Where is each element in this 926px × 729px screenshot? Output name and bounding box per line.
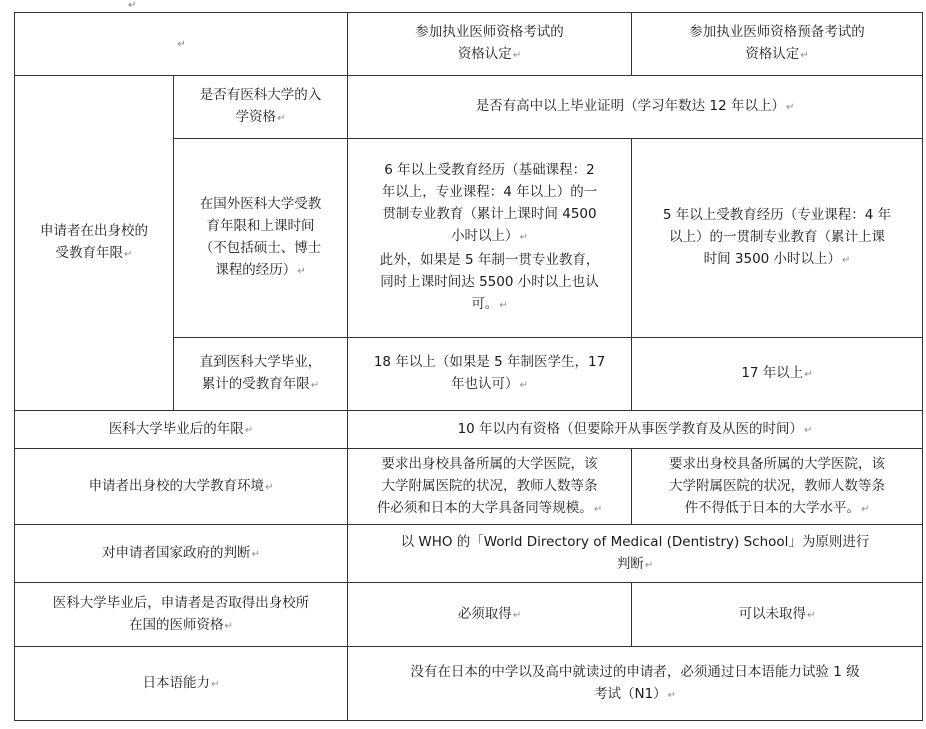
cell-text: 17 年以上 (741, 365, 804, 381)
header-row (15, 13, 923, 76)
sublabel-text: 是否有医科大学的入 学资格 (199, 87, 322, 125)
cell-text: 要求出身校具备所属的大学医院，该 大学附属医院的状况，教师人数等条 件必须和日本的大学具备同等规模。 (376, 455, 598, 516)
paragraph-mark-icon: ↵ (593, 503, 603, 515)
paragraph-mark-icon: ↵ (519, 232, 528, 243)
cell-cumulative-years-exam (348, 338, 632, 411)
paragraph-mark-icon: ↵ (512, 609, 522, 621)
cell-text: 必须取得 (457, 605, 512, 622)
paragraph-mark-icon: ↵ (667, 689, 677, 701)
paragraph-mark-icon: ↵ (310, 380, 320, 391)
sublabel-text: 直到医科大学毕业， 累计的受教育年限 (199, 354, 322, 392)
header-col-b-text: 参加执业医师资格预备考试的 资格认定 (689, 24, 865, 62)
row-label-text: 日本语能力 (142, 674, 211, 691)
row-admission-eligibility (15, 76, 923, 139)
paragraph-mark-icon: ↵ (224, 620, 233, 632)
paragraph-mark-icon: ↵ (842, 255, 851, 266)
merged-text: 没有在日本的中学以及高中就读过的申请者，必须通过日本语能力试验 1 级 考试（N1） (410, 663, 860, 702)
row-label-text: 对申请者国家政府的判断 (102, 544, 251, 561)
label-japanese-ability (15, 647, 348, 721)
cell-text: 此外，如果是 5 年制一贯专业教育， 同时上课时间达 5500 小时以上也认 可。 (379, 252, 600, 312)
paragraph-mark-icon: ↵ (519, 380, 528, 391)
cell-text: 可以未取得 (738, 605, 807, 622)
row-label-text: 医科大学毕业后，申请者是否取得出身校所 在国的医师资格 (52, 594, 310, 633)
paragraph-mark-icon: ↵ (244, 424, 254, 436)
paragraph-mark-icon: ↵ (861, 503, 870, 515)
cell-education-hours-exam (348, 139, 632, 338)
section-label-text: 申请者在出身校的 受教育年限 (40, 223, 148, 261)
header-col-a-text: 参加执业医师资格考试的 资格认定 (415, 24, 564, 62)
paragraph-mark-icon: ↵ (251, 548, 260, 560)
paragraph-mark-icon: ↵ (297, 266, 306, 277)
merged-text: 以 WHO 的「World Directory of Medical (Dentistry) School」为原则进行 判断 (400, 533, 870, 572)
paragraph (354, 159, 625, 249)
header-exam-qualification (348, 13, 632, 76)
row-label-text: 申请者出身校的大学教育环境 (88, 477, 265, 494)
cell-license-preliminary (632, 583, 923, 647)
paragraph-mark-icon: ↵ (177, 39, 186, 50)
label-government-judgement (15, 525, 348, 583)
row-education-environment (15, 449, 923, 525)
merged-government-judgement (348, 525, 923, 583)
paragraph-mark-icon: ↵ (800, 50, 809, 61)
merged-text: 是否有高中以上毕业证明（学习年数达 12 年以上） (475, 98, 785, 114)
header-empty-cell (15, 13, 348, 76)
paragraph-mark-icon: ↵ (785, 102, 795, 113)
cell-text: 要求出身校具备所属的大学医院，该 大学附属医院的状况，教师人数等条 件不得低于日本的大学水平。 (669, 455, 886, 516)
merged-admission-eligibility (348, 76, 923, 139)
cell-license-exam (348, 583, 632, 647)
label-education-environment (15, 449, 348, 525)
qualification-table (14, 12, 923, 721)
sublabel-text: 在国外医科大学受教 育年限和上课时间 （不包括硕士、博士 课程的经历） (199, 196, 322, 278)
cell-text: 5 年以上受教育经历（专业课程：4 年 以上）的一贯制专业教育（累计上课 时间 3500 小时以上） (662, 207, 892, 267)
paragraph-mark-icon: ↵ (265, 481, 274, 493)
section-label-education-years (15, 76, 174, 411)
paragraph-mark-icon: ↵ (277, 113, 286, 124)
merged-text: 10 年以内有资格（但要除开从事医学教育及从医的时间） (457, 420, 804, 437)
cell-text: 18 年以上（如果是 5 年制医学生，17 年也认可） (373, 354, 606, 392)
row-physician-license (15, 583, 923, 647)
label-physician-license (15, 583, 348, 647)
merged-japanese-ability (348, 647, 923, 721)
paragraph (354, 249, 625, 317)
cell-environment-preliminary (632, 449, 923, 525)
paragraph-mark-icon: ↵ (804, 369, 813, 380)
paragraph-mark-icon: ↵ (211, 678, 220, 690)
paragraph-mark-icon: ↵ (499, 300, 508, 311)
cell-education-hours-preliminary (632, 139, 923, 338)
paragraph-mark-icon: ↵ (128, 0, 137, 11)
label-years-after-graduation (15, 411, 348, 449)
header-preliminary-exam-qualification (632, 13, 923, 76)
paragraph-mark-icon: ↵ (644, 559, 654, 571)
sublabel-education-hours (174, 139, 348, 338)
paragraph-mark-icon: ↵ (807, 609, 816, 621)
paragraph-mark-icon: ↵ (512, 50, 522, 61)
row-label-text: 医科大学毕业后的年限 (108, 420, 244, 437)
paragraph-mark-icon: ↵ (804, 424, 813, 436)
cell-cumulative-years-preliminary (632, 338, 923, 411)
cell-environment-exam (348, 449, 632, 525)
cell-text: 6 年以上受教育经历（基础课程：2 年以上，专业课程：4 年以上）的一 贯制专业教育（累计上课时间 4500 小时以上） (381, 162, 598, 244)
paragraph-mark-icon: ↵ (124, 249, 133, 260)
merged-years-after-graduation (348, 411, 923, 449)
row-government-judgement (15, 525, 923, 583)
sublabel-admission-eligibility (174, 76, 348, 139)
row-years-after-graduation (15, 411, 923, 449)
row-japanese-ability (15, 647, 923, 721)
sublabel-cumulative-years (174, 338, 348, 411)
